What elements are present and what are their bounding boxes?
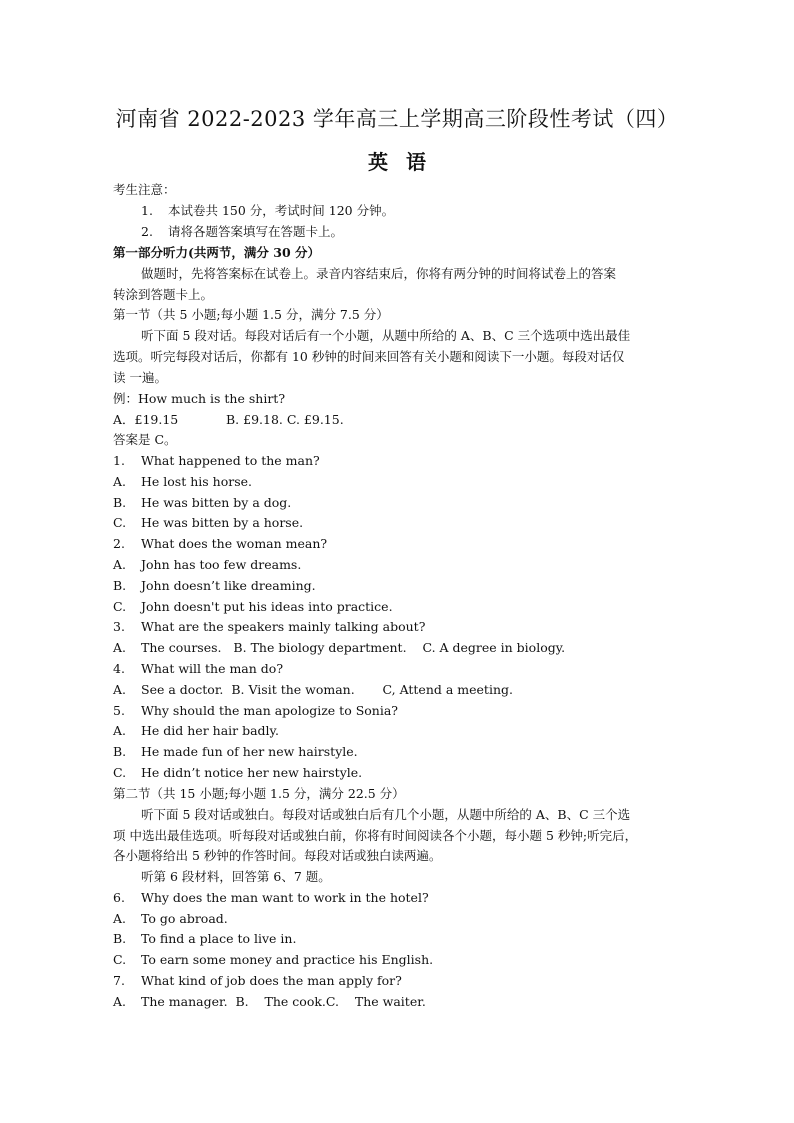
option-text: John doesn’t like dreaming. — [141, 578, 316, 593]
example-question: 例：How much is the shirt? — [113, 391, 286, 406]
option-text: To go abroad. — [141, 911, 228, 926]
question-text: Why should the man apologize to Sonia? — [141, 703, 398, 718]
section2-instruction-3: 各小题将给出 5 秒钟的作答时间。每段对话或独白读两遍。 — [113, 848, 442, 863]
q-num: 1. — [113, 453, 125, 468]
question-text: What kind of job does the man apply for? — [141, 973, 402, 988]
option-label: A. — [113, 911, 127, 926]
exam-title: 河南省 2022-2023 学年高三上学期高三阶段性考试（四） — [115, 107, 679, 131]
question-text: What happened to the man? — [141, 453, 320, 468]
example-option-bc: B. £9.18. C. £9.15. — [226, 412, 344, 427]
option-text: John doesn't put his ideas into practice. — [141, 599, 393, 614]
option-label: A. — [113, 640, 127, 655]
option-label: C. — [113, 515, 127, 530]
material-note: 听第 6 段材料，回答第 6、7 题。 — [141, 869, 331, 884]
option-label: B. — [113, 931, 127, 946]
notice-item-2-num: 2. — [141, 224, 153, 239]
option-label: A. — [113, 723, 127, 738]
option-text: To earn some money and practice his English. — [141, 952, 434, 967]
option-text: To find a place to live in. — [141, 931, 297, 946]
question-text: Why does the man want to work in the hotel? — [141, 890, 429, 905]
section2-instruction-1: 听下面 5 段对话或独白。每段对话或独白后有几个小题，从题中所给的 A、B、C 三个选 — [141, 807, 631, 822]
option-text: See a doctor. B. Visit the woman. C, Attend a meeting. — [141, 682, 513, 697]
option-text: John has too few dreams. — [141, 557, 302, 572]
question-text: What does the woman mean? — [141, 536, 328, 551]
option-label: A. — [113, 994, 127, 1009]
option-text: He made fun of her new hairstyle. — [141, 744, 358, 759]
part1-heading: 第一部分听力(共两节，满分 30 分） — [113, 245, 321, 260]
section1-instruction-2: 选项。听完每段对话后，你都有 10 秒钟的时间来回答有关小题和阅读下一小题。每段对话仅 — [113, 349, 625, 364]
option-text: The courses. B. The biology department. C. A degree in biology. — [141, 640, 566, 655]
part1-instruction-2: 转涂到答题卡上。 — [113, 287, 214, 302]
option-label: B. — [113, 744, 127, 759]
option-label: B. — [113, 578, 127, 593]
q-num: 6. — [113, 890, 125, 905]
subject-title: 英语 — [368, 150, 444, 174]
option-text: He lost his horse. — [141, 474, 252, 489]
option-label: A. — [113, 682, 127, 697]
notice-heading: 考生注意： — [113, 182, 176, 197]
option-text: He didn’t notice her new hairstyle. — [141, 765, 363, 780]
question-text: What are the speakers mainly talking about? — [141, 619, 426, 634]
section2-instruction-2: 项 中选出最佳选项。听每段对话或独白前，你将有时间阅读各个小题，每小题 5 秒钟;听完后， — [113, 828, 638, 843]
notice-item-1-num: 1. — [141, 203, 153, 218]
q-num: 7. — [113, 973, 125, 988]
q-num: 4. — [113, 661, 125, 676]
section2-heading: 第二节（共 15 小题;每小题 1.5 分，满分 22.5 分） — [113, 786, 405, 801]
question-text: What will the man do? — [141, 661, 284, 676]
option-text: The manager. B. The cook.C. The waiter. — [141, 994, 426, 1009]
q-num: 2. — [113, 536, 125, 551]
option-label: B. — [113, 495, 127, 510]
option-label: C. — [113, 952, 127, 967]
option-text: He did her hair badly. — [141, 723, 279, 738]
option-label: A. — [113, 557, 127, 572]
option-label: C. — [113, 765, 127, 780]
q-num: 5. — [113, 703, 125, 718]
q-num: 3. — [113, 619, 125, 634]
option-label: A. — [113, 474, 127, 489]
section1-instruction-3: 读 一遍。 — [113, 370, 167, 385]
section1-instruction-1: 听下面 5 段对话。每段对话后有一个小题，从题中所给的 A、B、C 三个选项中选出最佳 — [141, 328, 631, 343]
section1-heading: 第一节（共 5 小题;每小题 1.5 分，满分 7.5 分） — [113, 307, 389, 322]
option-text: He was bitten by a dog. — [141, 495, 292, 510]
notice-item-1-text: 本试卷共 150 分，考试时间 120 分钟。 — [168, 203, 395, 218]
example-option-a: A．£19.15 — [113, 412, 179, 427]
example-answer: 答案是 C。 — [113, 432, 177, 447]
option-text: He was bitten by a horse. — [141, 515, 304, 530]
notice-item-2-text: 请将各题答案填写在答题卡上。 — [168, 224, 344, 239]
part1-instruction-1: 做题时，先将答案标在试卷上。录音内容结束后，你将有两分钟的时间将试卷上的答案 — [141, 266, 617, 281]
option-label: C. — [113, 599, 127, 614]
